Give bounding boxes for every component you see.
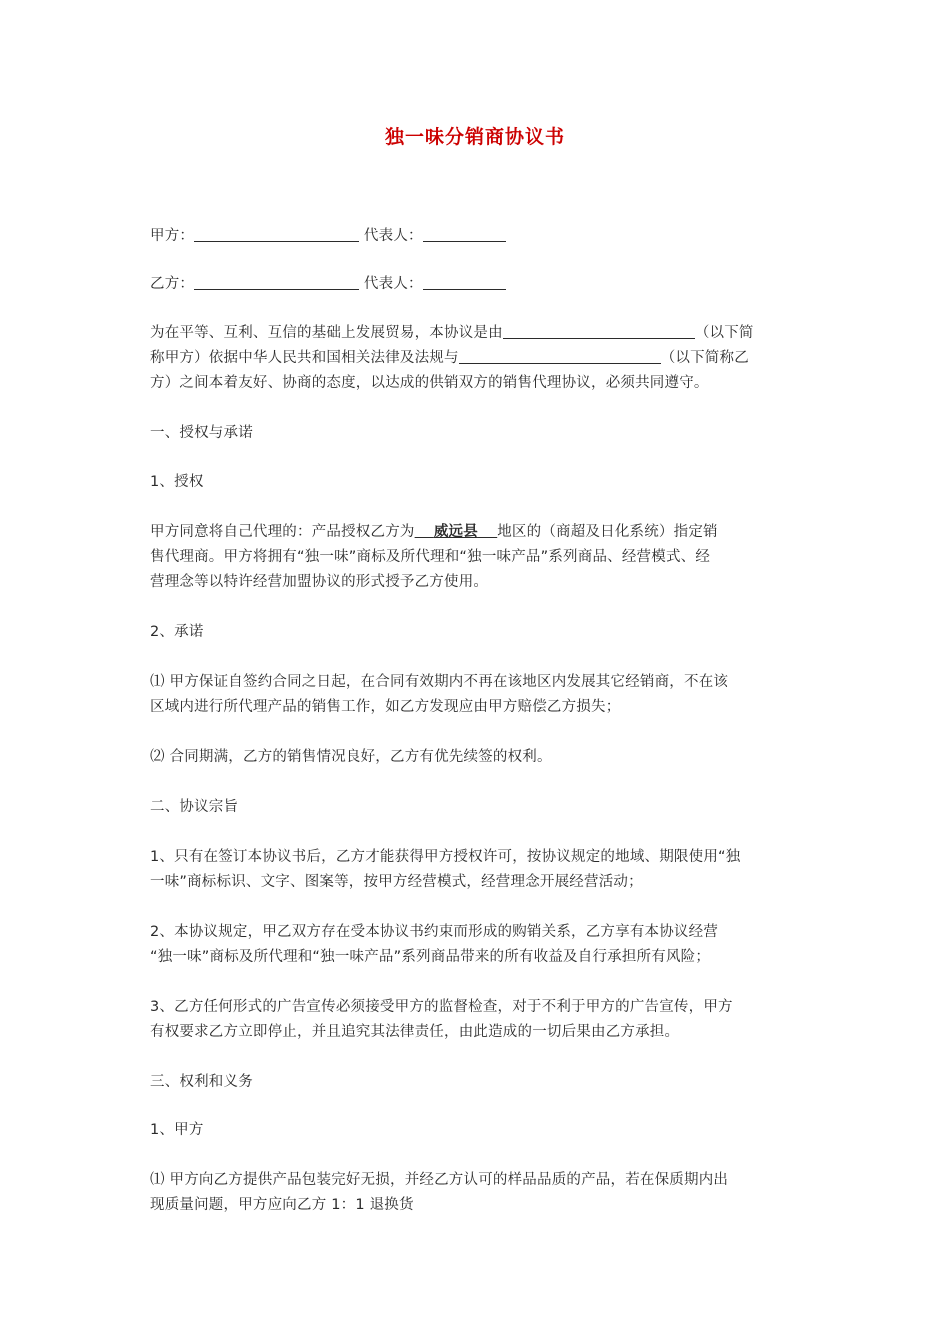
party-b-rep-label: 代表人： — [363, 276, 423, 292]
subheading-commitment: 2、承诺 — [150, 624, 204, 640]
intro-blank-a — [503, 322, 695, 339]
purpose-3-line-1: 3、乙方任何形式的广告宣传必须接受甲方的监督检查，对于不利于甲方的广告宣传，甲方 — [150, 999, 733, 1015]
commitment-1-line-1: ⑴ 甲方保证自签约合同之日起，在合同有效期内不再在该地区内发展其它经销商，不在该 — [150, 674, 729, 690]
subheading-authorization: 1、授权 — [150, 474, 204, 490]
intro-line-3: 方）之间本着友好、协商的态度，以达成的供销双方的销售代理协议，必须共同遵守。 — [150, 375, 709, 391]
authorization-text: 地区的（商超及日化系统）指定销 — [497, 524, 718, 540]
authorization-line-3: 营理念等以特许经营加盟协议的形式授予乙方使用。 — [150, 574, 489, 590]
region-underline — [415, 524, 434, 540]
purpose-1-line-1: 1、只有在签订本协议书后，乙方才能获得甲方授权许可，按协议规定的地域、期限使用“独 — [150, 849, 741, 865]
section-heading-2: 二、协议宗旨 — [150, 799, 239, 815]
party-a-duty-1-line-1: ⑴ 甲方向乙方提供产品包装完好无损，并经乙方认可的样品品质的产品，若在保质期内出 — [150, 1172, 729, 1188]
commitment-2: ⑵ 合同期满，乙方的销售情况良好，乙方有优先续签的权利。 — [150, 749, 552, 765]
party-b-rep-blank — [423, 273, 506, 290]
party-a-line — [150, 224, 810, 248]
intro-text: 称甲方）依据中华人民共和国相关法律及法规与 — [150, 350, 459, 366]
intro-line-1 — [150, 321, 810, 345]
authorization-line-1 — [150, 520, 810, 544]
purpose-2-line-2: “独一味”商标及所代理和“独一味产品”系列商品带来的所有收益及自行承担所有风险； — [150, 949, 711, 965]
section-heading-1: 一、授权与承诺 — [150, 425, 253, 441]
intro-text: （以下简 — [694, 325, 754, 341]
party-a-rep-label: 代表人： — [363, 228, 423, 244]
authorization-text: 甲方同意将自己代理的：产品授权乙方为 — [150, 524, 415, 540]
party-b-blank — [194, 273, 359, 290]
party-a-rep-blank — [423, 225, 506, 242]
intro-text: 为在平等、互利、互信的基础上发展贸易，本协议是由 — [150, 325, 503, 341]
party-b-label: 乙方： — [150, 276, 195, 292]
purpose-1-line-2: 一味”商标标识、文字、图案等，按甲方经营模式，经营理念开展经营活动； — [150, 874, 643, 890]
region-underline — [478, 524, 497, 540]
purpose-3-line-2: 有权要求乙方立即停止，并且追究其法律责任，由此造成的一切后果由乙方承担。 — [150, 1024, 680, 1040]
section-heading-3: 三、权利和义务 — [150, 1074, 253, 1090]
document-title: 独一味分销商协议书 — [384, 126, 565, 148]
intro-blank-b — [459, 347, 661, 364]
authorization-line-2: 售代理商。甲方将拥有“独一味”商标及所代理和“独一味产品”系列商品、经营模式、经 — [150, 549, 711, 565]
party-a-duty-1-line-2: 现质量问题，甲方应向乙方 1：1 退换货 — [150, 1197, 414, 1213]
subheading-party-a: 1、甲方 — [150, 1122, 204, 1138]
region-name: 威远县 — [433, 524, 478, 540]
purpose-2-line-1: 2、本协议规定，甲乙双方存在受本协议书约束而形成的购销关系，乙方享有本协议经营 — [150, 924, 719, 940]
commitment-1-line-2: 区域内进行所代理产品的销售工作，如乙方发现应由甲方赔偿乙方损失； — [150, 699, 621, 715]
party-a-label: 甲方： — [150, 228, 195, 244]
party-b-line — [150, 272, 810, 296]
intro-text: （以下简称乙 — [660, 350, 749, 366]
party-a-blank — [194, 225, 359, 242]
intro-line-2 — [150, 346, 810, 370]
